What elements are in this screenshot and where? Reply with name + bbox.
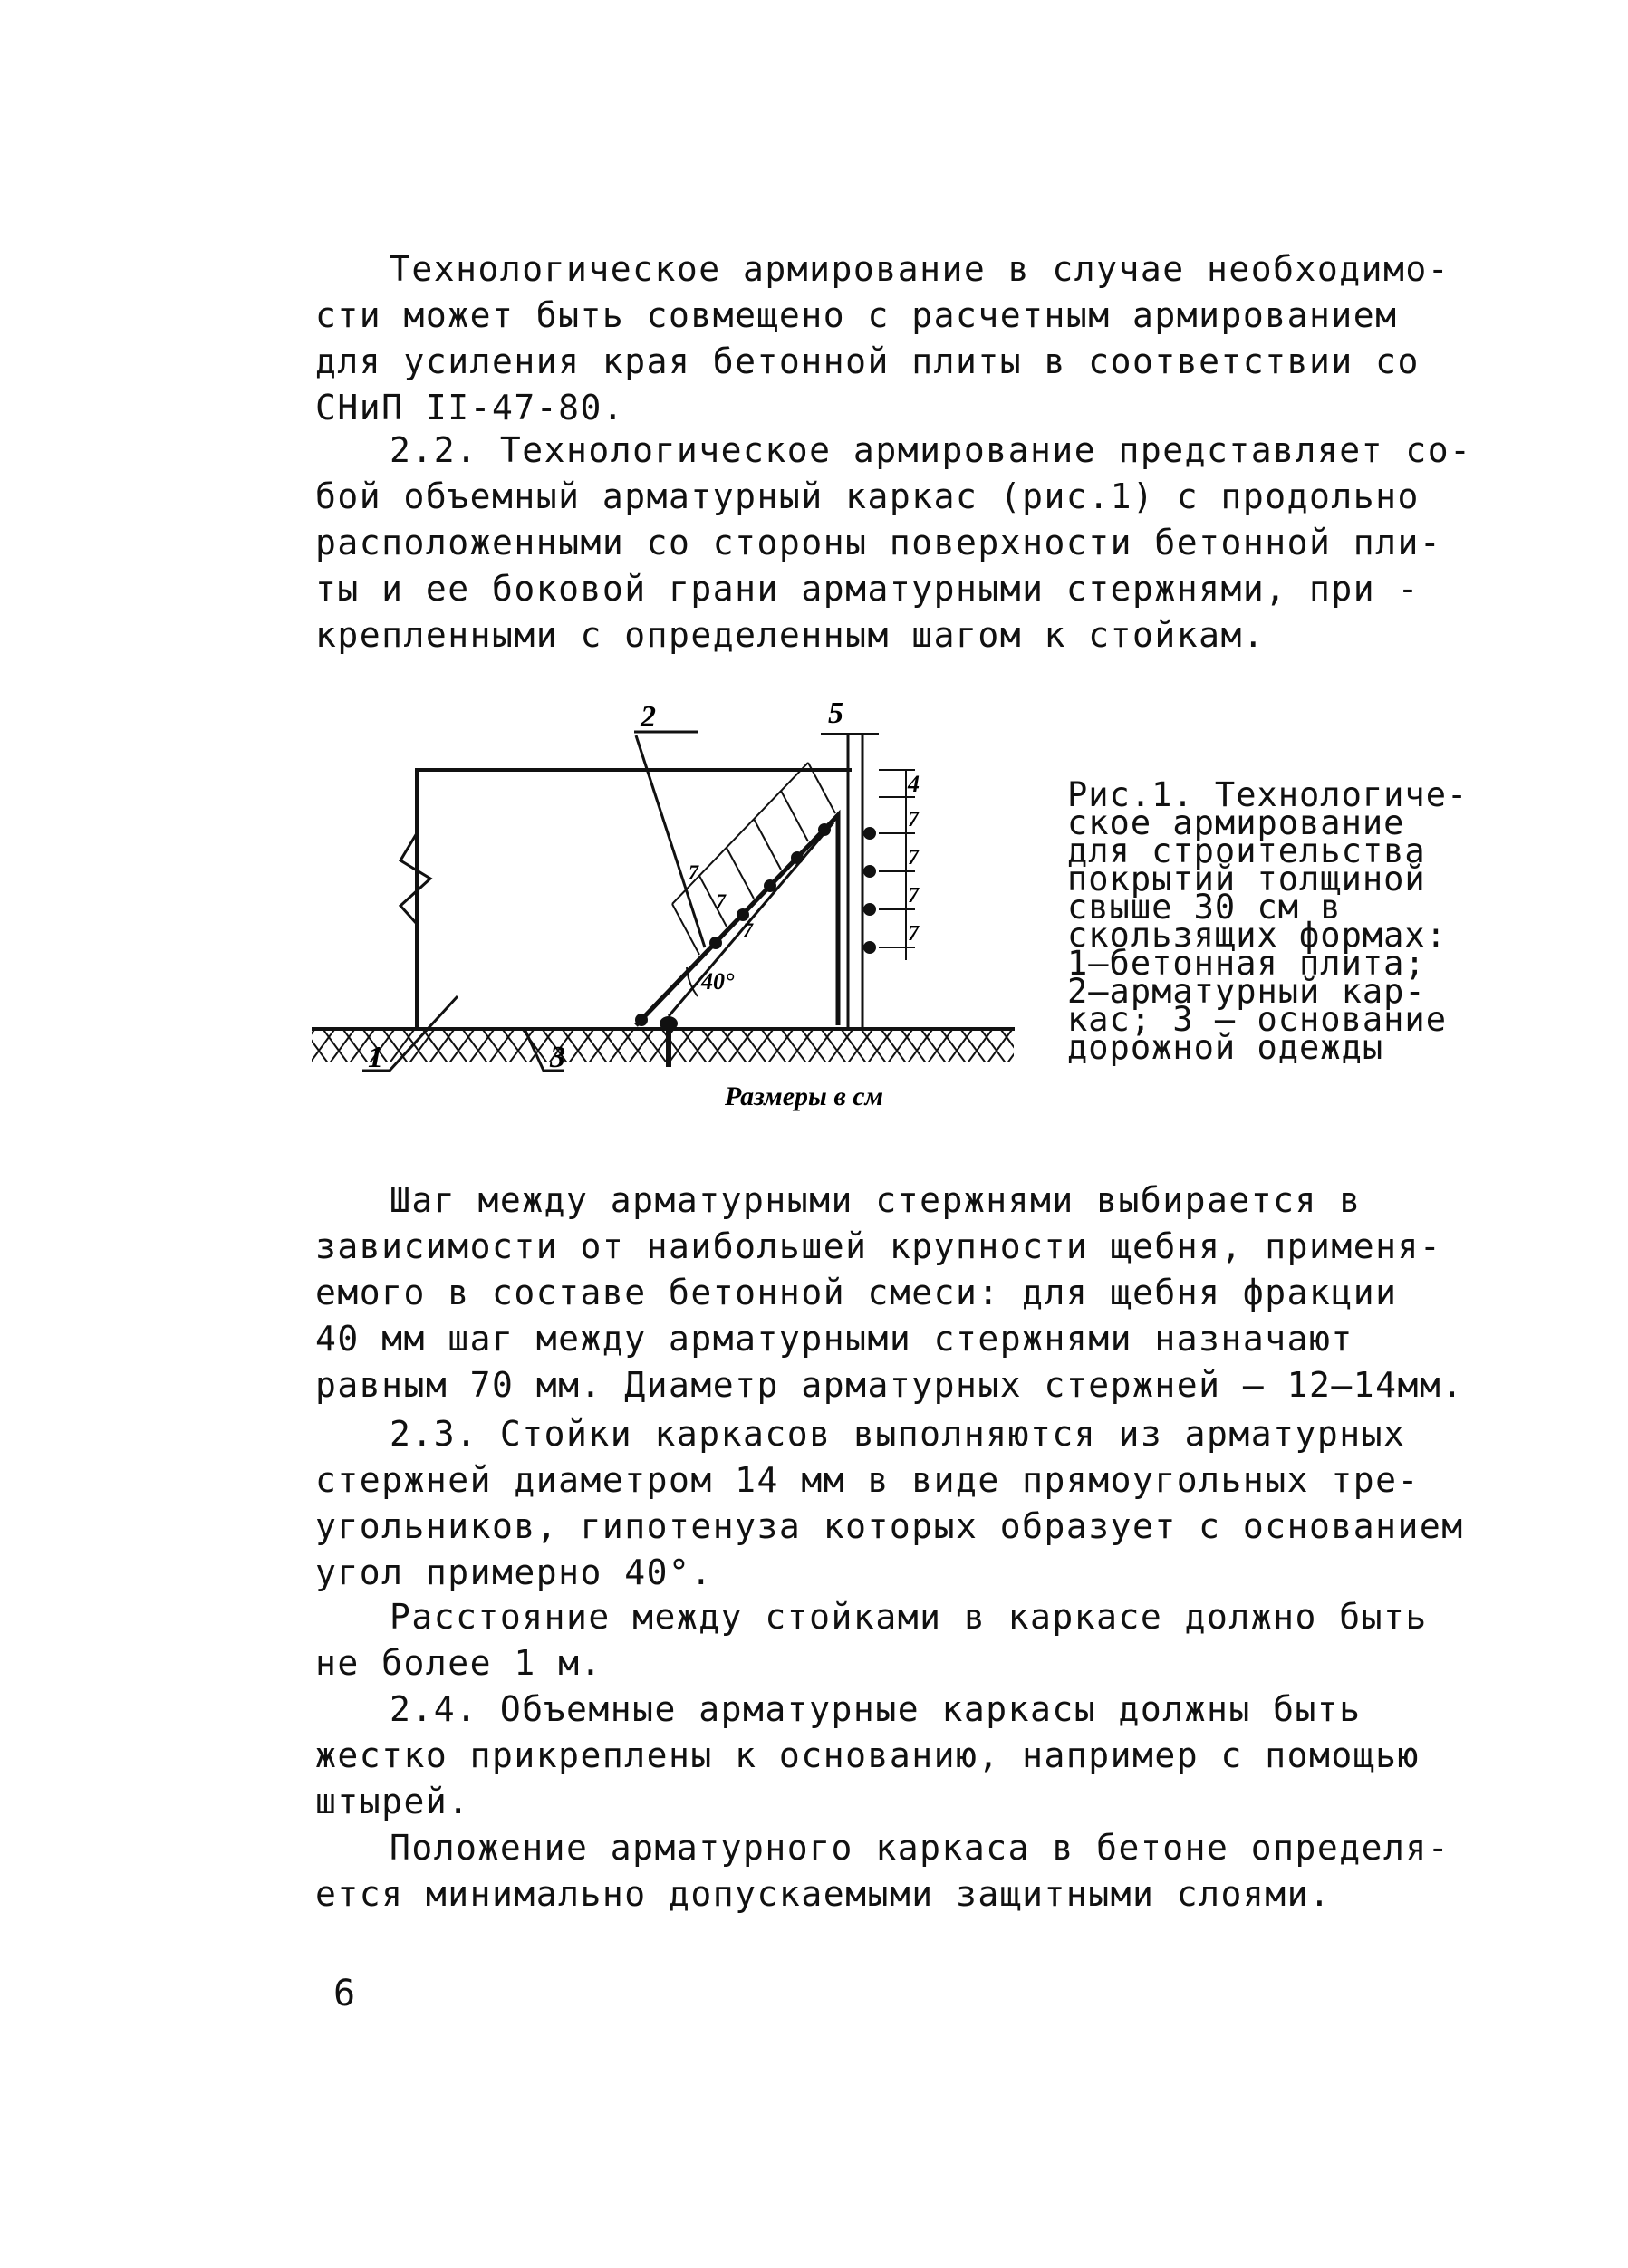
dim-label: 7 [908, 884, 919, 908]
caption-line: ское армирование [1067, 803, 1405, 842]
text-line: ты и ее боковой грани арматурными стержнями, при - [315, 569, 1420, 609]
text-line: бой объемный арматурный каркас (рис.1) с продольно [315, 476, 1420, 516]
units-note: Размеры в см [725, 1081, 884, 1111]
text-line: Технологическое армирование в случае необходимо- [390, 249, 1450, 289]
text-line: штырей. [315, 1782, 470, 1821]
paragraph-distance [315, 1594, 1493, 1687]
text-line: расположенными со стороны поверхности бетонной пли- [315, 523, 1442, 562]
ground-hatch [312, 1031, 1014, 1062]
leader-lines [362, 732, 705, 1071]
caption-line: 1–бетонная плита; [1067, 944, 1426, 983]
text-line: стержней диаметром 14 мм в виде прямоугольных тре- [315, 1460, 1420, 1500]
label-4: 4 [908, 771, 920, 797]
dim-label: 7 [908, 922, 919, 946]
caption-line: скользящих формах: [1067, 916, 1447, 955]
paragraph-2-4 [315, 1687, 1493, 1825]
text-line: 2.2. Технологическое армирование представляет со- [390, 430, 1472, 470]
paragraph-intro [315, 246, 1493, 431]
text-line: Положение арматурного каркаса в бетоне определя- [390, 1828, 1450, 1868]
side-bars [863, 827, 876, 954]
label-3: 3 [550, 1041, 565, 1074]
side-dimension-chain [821, 734, 915, 960]
caption-line: для строительства [1067, 831, 1426, 870]
text-line: емого в составе бетонной смеси: для щебня фракции [315, 1273, 1398, 1312]
text-line: угольников, гипотенуза которых образует с основанием [315, 1506, 1464, 1546]
text-line: 40 мм шаг между арматурными стержнями назначают [315, 1319, 1353, 1359]
text-line: сти может быть совмещено с расчетным армированием [315, 295, 1398, 335]
paragraph-2-3 [315, 1411, 1493, 1596]
reinforcement-diagram [299, 697, 1042, 1150]
slab-outline [417, 770, 852, 1029]
dim-label: 7 [908, 808, 919, 831]
dim-label: 7 [908, 846, 919, 870]
label-5: 5 [828, 697, 843, 730]
caption-line: свыше 30 см в [1067, 888, 1342, 927]
figure-caption [1067, 775, 1493, 1067]
text-line: 2.3. Стойки каркасов выполняются из арматурных [390, 1414, 1406, 1454]
text-line: Шаг между арматурными стержнями выбирается в [390, 1180, 1362, 1220]
dim-label: 7 [689, 860, 698, 883]
caption-line: покрытий толщиной [1067, 860, 1426, 899]
text-line: равным 70 мм. Диаметр арматурных стержней – 12–14мм. [315, 1365, 1464, 1405]
text-line: зависимости от наибольшей крупности щебня, применя- [315, 1226, 1442, 1266]
caption-line: Рис.1. Технологиче- [1067, 775, 1469, 814]
text-line: СНиП II-47-80. [315, 388, 625, 428]
paragraph-step [315, 1177, 1493, 1408]
text-line: Расстояние между стойками в каркасе должно быть [390, 1597, 1428, 1637]
text-line: крепленными с определенным шагом к стойкам. [315, 615, 1266, 655]
caption-line: 2–арматурный кар- [1067, 972, 1426, 1011]
angle-label: 40° [701, 968, 735, 995]
text-line: 2.4. Объемные арматурные каркасы должны быть [390, 1689, 1362, 1729]
frame-triangle [636, 815, 838, 1025]
paragraph-2-2 [315, 428, 1493, 658]
text-line: ется минимально допускаемыми защитными слоями. [315, 1874, 1332, 1914]
text-line: угол примерно 40°. [315, 1552, 713, 1592]
caption-line: дорожной одежды [1067, 1028, 1384, 1067]
text-line: жестко прикреплены к основанию, например с помощью [315, 1735, 1420, 1775]
text-line: для усиления края бетонной плиты в соответствии со [315, 341, 1420, 381]
caption-line: кас; 3 – основание [1067, 1000, 1447, 1039]
page-number: 6 [333, 1973, 356, 2014]
text-line: не более 1 м. [315, 1643, 602, 1683]
label-1: 1 [368, 1041, 383, 1074]
paragraph-position [315, 1825, 1493, 1917]
dim-label: 7 [743, 918, 753, 941]
dim-label: 7 [716, 889, 726, 912]
label-2: 2 [641, 700, 656, 734]
